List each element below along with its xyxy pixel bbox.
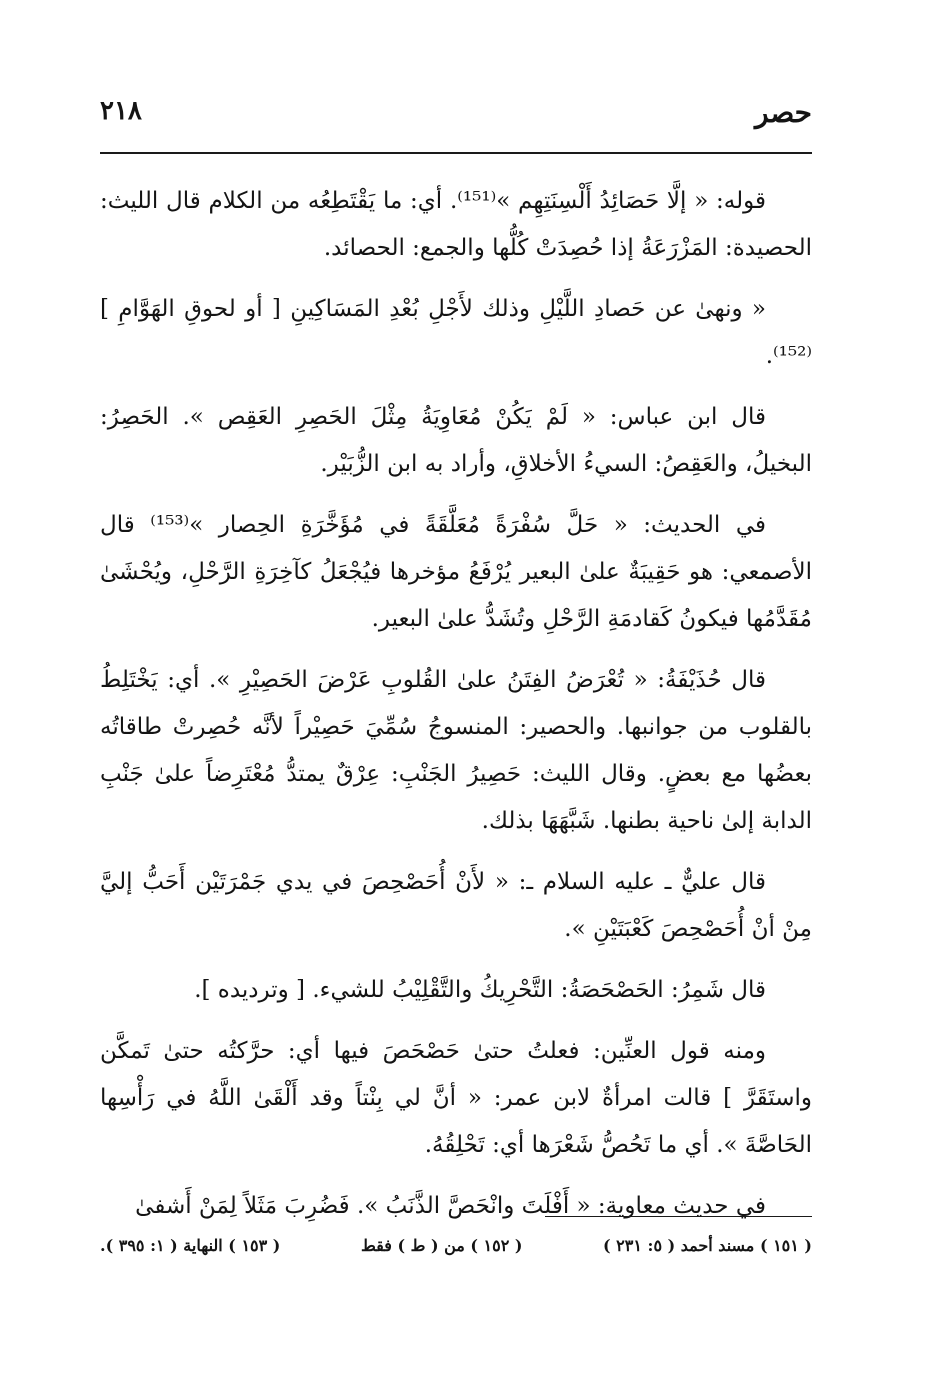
paragraph: قال حُذَيْفَةُ: « تُعْرَضُ الفِتَنُ علىٰ القُلوبِ عَرْضَ الحَصِيْرِ ». أي: يَخْتَلِطُ بالقلوب من جوانبها. والحصير: المنسوجُ سُمِّيَ حَصِيْراً لأنَّه حُصِرتْ طاقاتُه بعضُها مع بعضٍ. وقال الليث: حَصِيرُ الجَنْبِ: عِرْقٌ يمتدُّ مُعْتَرِضاً علىٰ جَنْبِ الدابة إلىٰ ناحية بطنها. شَبَّهَهَا بذلك.	[100, 667, 812, 834]
paragraph: في حديث معاوية: « أَفْلَتَ وانْحَصَّ الذَّنَبُ ». فَضُرِبَ مَثَلاً لِمَنْ أَشفىٰ	[135, 1193, 766, 1219]
footnote-152: ( ١٥٢ ) من ( ط ) فقط	[360, 1236, 523, 1255]
footnote-rule	[545, 1216, 812, 1217]
running-head: حصر	[754, 96, 812, 129]
footnotes	[100, 1236, 812, 1255]
body-text	[100, 178, 812, 1244]
paragraph: قال عليٌّ ـ عليه السلام ـ: « لأَنْ أُحَصْحِصَ في يدي جَمْرَتَيْن أَحَبُّ إليَّ مِنْ أنْ أُحَصْحِصَ كَعْبَتَيْنِ ».	[100, 869, 812, 942]
page-number: ٢١٨	[100, 96, 142, 126]
paragraph: قوله: « إلَّا حَصَائِدُ أَلْسِنَتِهِم »⁽¹⁵¹⁾. أي: ما يَقْتَطِعُه من الكلام قال الليث: الحصيدة: المَزْرَعَةُ إذا حُصِدَتْ كُلُّها والجمع: الحصائد.	[100, 188, 812, 261]
paragraph: في الحديث: « حَلَّ سُفْرَةً مُعَلَّقَةً في مُؤَخَّرَةِ الحِصار »⁽¹⁵³⁾ قال الأصمعي: هو حَقِيبَةٌ علىٰ البعير يُرْفَعُ مؤخرها فيُجْعَلُ كآخِرَةِ الرَّحْلِ، ويُحْشَىٰ مُقَدَّمُها فيكونُ كَقادمَةِ الرَّحْلِ وتُشَدُّ علىٰ البعير.	[100, 512, 812, 632]
paragraph: قال ابن عباس: « لَمْ يَكُنْ مُعَاوِيَةُ مِثْلَ الحَصِرِ العَقِص ». الحَصِرُ: البخيلُ، والعَقِصُ: السيءُ الأخلاقِ، وأراد به ابن الزُّبَيْر.	[100, 404, 812, 477]
page-header	[100, 96, 812, 144]
header-rule	[100, 152, 812, 154]
paragraph: قال شَمِرُ: الحَصْحَصَةُ: التَّحْرِيكُ والتَّقْلِيْبُ للشيء. [ وترديده ].	[194, 977, 766, 1003]
footnote-153: ( ١٥٣ ) النهاية ( ١: ٣٩٥ ).	[100, 1236, 281, 1255]
paragraph: « ونهىٰ عن حَصادِ اللَّيْلِ وذلك لأَجْلِ بُعْدِ المَسَاكِينِ [ أو لحوقِ الهَوَّامِ ]⁽¹⁵²⁾.	[100, 296, 812, 369]
footnote-151: ( ١٥١ ) مسند أحمد ( ٥: ٢٣١ )	[603, 1236, 812, 1255]
paragraph: ومنه قول العنِّين: فعلتُ حتىٰ حَصْحَصَ فيها أي: حرَّكتُه حتىٰ تَمكَّن واستَقَرَّ ] قالت امرأةٌ لابن عمر: « أنَّ لي بِنْتاً وقد أَلْقَىٰ اللَّهُ في رَأْسِها الحَاصَّةَ ». أي ما تَحُصُّ شَعْرَها أي: تَحْلِقُهُ.	[100, 1038, 812, 1158]
